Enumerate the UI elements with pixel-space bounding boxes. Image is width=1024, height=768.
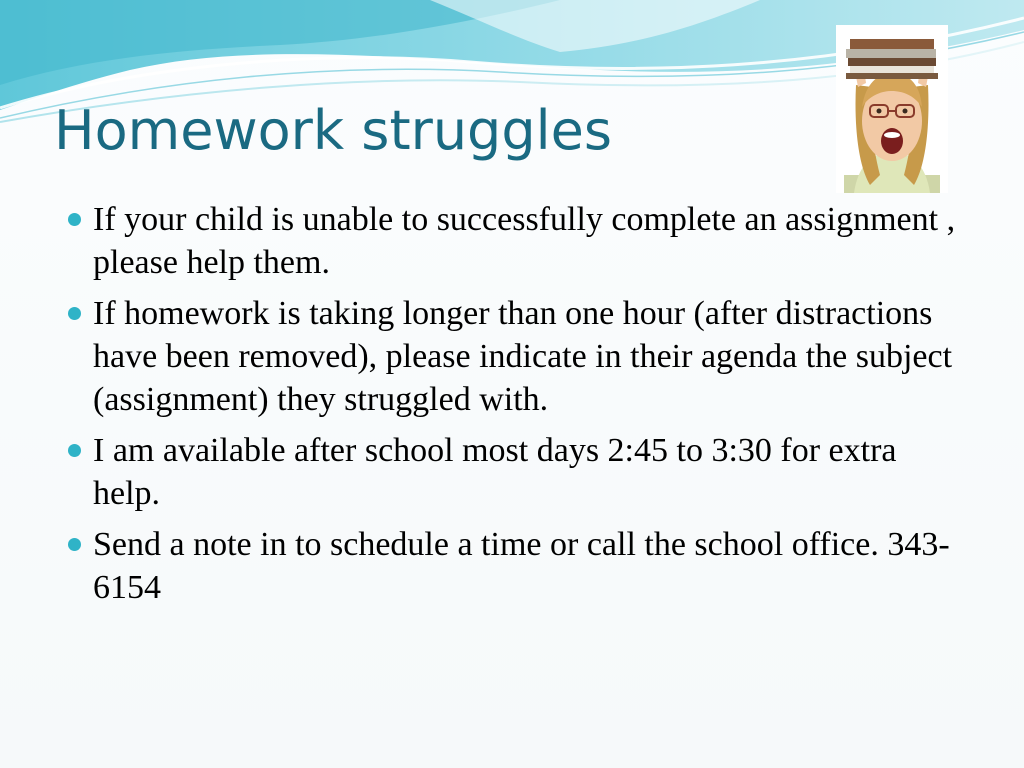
bullet-item (66, 198, 966, 284)
bullet-item (66, 429, 966, 515)
bullet-text: If your child is unable to successfully complete an assignment , please help them. (93, 201, 956, 281)
slide-title: Homework struggles (54, 99, 612, 162)
photo-icon (836, 25, 948, 193)
bullet-item (66, 523, 966, 609)
bullet-text: If homework is taking longer than one hour (after distractions have been removed), please indicate in their agenda the subject (assignment) they struggled with. (93, 295, 953, 418)
bullet-item (66, 292, 966, 421)
bullet-text: Send a note in to schedule a time or call the school office. 343-6154 (93, 526, 950, 606)
bullet-text: I am available after school most days 2:45 to 3:30 for extra help. (93, 432, 897, 512)
bullet-dot-icon (68, 444, 81, 457)
bullet-list (66, 198, 966, 617)
bullet-dot-icon (68, 213, 81, 226)
bullet-dot-icon (68, 307, 81, 320)
bullet-dot-icon (68, 538, 81, 551)
